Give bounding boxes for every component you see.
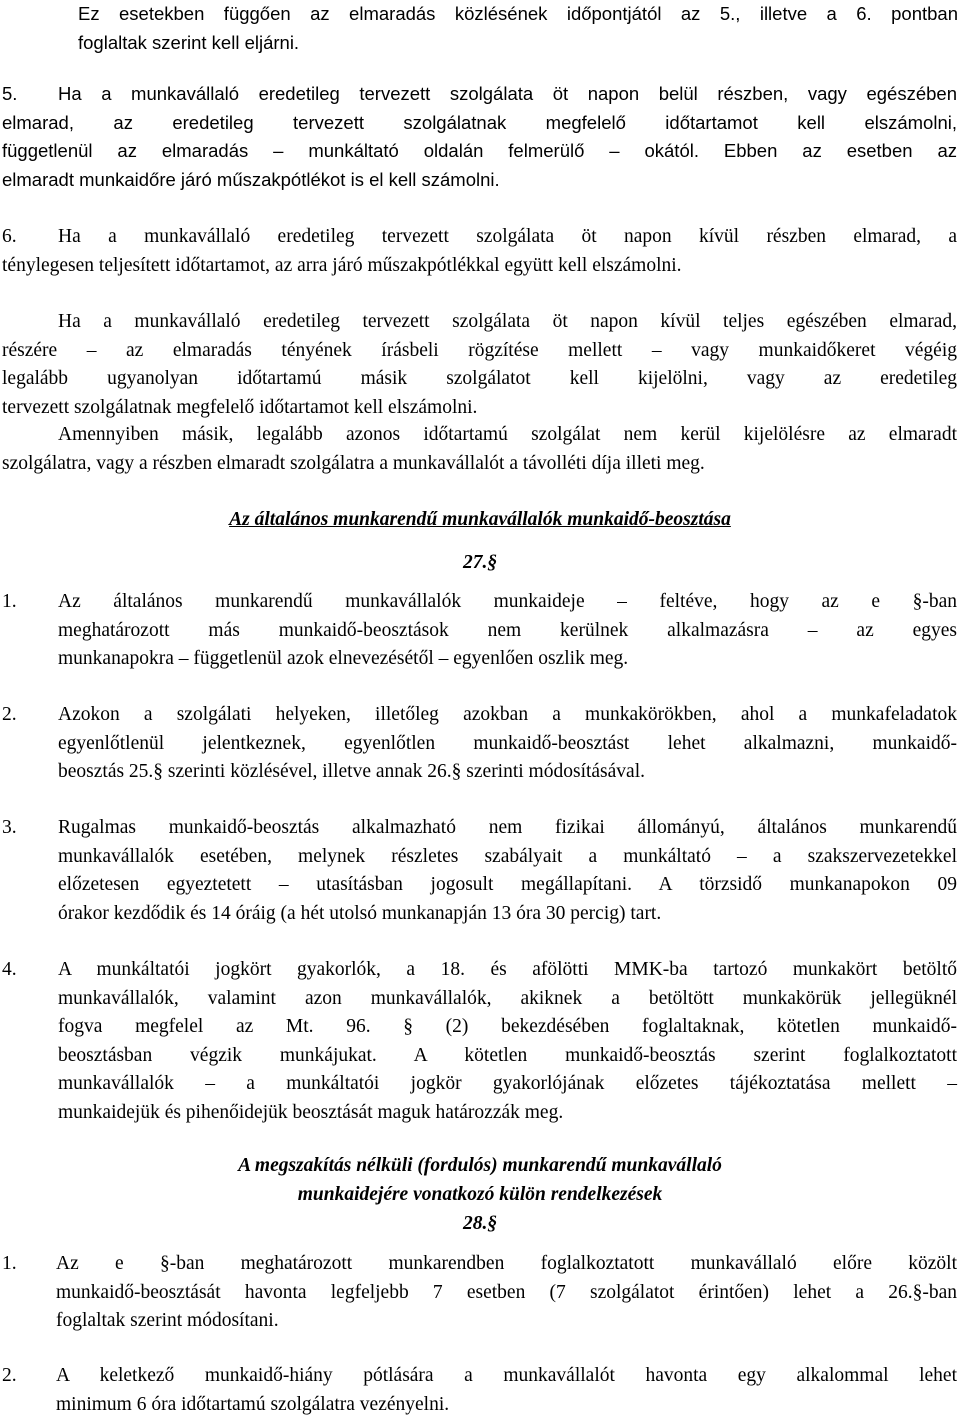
point-6-line: szolgálatra, vagy a részben elmaradt szolgálatra a munkavállalót a távolléti díja illeti meg. [2, 452, 705, 474]
point-6-text [2, 223, 957, 280]
point-6-paragraph-2 [2, 308, 957, 422]
point-6-line: tervezett szolgálatnak megfelelő időtartamot kell elszámolni. [2, 396, 478, 418]
section-27-item-number: 2. [2, 704, 17, 725]
section-27-item-number: 1. [2, 591, 17, 612]
section-27-heading: Az általános munkarendű munkavállalók munkaidő-beosztása [229, 509, 731, 530]
point-6-line: legalább ugyanolyan időtartamú másik szolgálatot kell kijelölni, vagy az eredetileg [2, 368, 957, 389]
section-27-item-line: órakor kezdődik és 14 óráig (a hét utolsó munkanapján 13 óra 30 percig) tart. [58, 902, 662, 924]
point-6-line: részére – az elmaradás tényének írásbeli rögzítése mellett – vagy munkaidőkeret végéig [2, 339, 957, 361]
point-6-line: ténylegesen teljesített időtartamot, az arra járó műszakpótlékkal együtt kell elszámolni. [2, 254, 682, 276]
section-28-item-line: munkaidő-beosztását havonta legfeljebb 7 esetben (7 szolgálatot érintően) lehet a 26.§-ban [56, 1281, 957, 1303]
section-27-item-line: beosztás 25.§ szerinti közlésével, illetve annak 26.§ szerinti módosításával. [58, 761, 645, 782]
section-27-item-line: munkaidejük és pihenőidejük beosztását maguk határozzák meg. [58, 1101, 564, 1123]
section-27-item [58, 588, 957, 674]
section-28-item [56, 1362, 957, 1419]
section-27-item [58, 814, 957, 928]
section-27-item-line: Azokon a szolgálati helyeken, illetőleg azokban a munkakörökben, ahol a munkafeladatok [58, 704, 957, 725]
section-27-item [58, 701, 957, 787]
section-27-item [58, 956, 957, 1127]
point-6-paragraph-3 [2, 421, 957, 478]
section-27-item-line: munkavállalók esetében, melynek részletes szabályait a munkáltató – a szakszervezetekkel [58, 845, 957, 867]
section-27-number: 27.§ [462, 552, 498, 573]
point-6-line: Ha a munkavállaló eredetileg tervezett szolgálata öt napon kívül teljes egészében elmarad, [58, 311, 957, 332]
section-27-item-line: egyenlőtlenül jelentkeznek, egyenlőtlen munkaidő-beosztást lehet alkalmazni, munkaidő- [58, 732, 957, 754]
point-5-number: 5. [2, 83, 18, 104]
section-28-item-number: 2. [2, 1365, 17, 1386]
section-27-item-line: munkavállalók – a munkáltatói jogkör gyakorlójának előzetes tájékoztatása mellett – [58, 1073, 957, 1094]
section-28-item-number: 1. [2, 1253, 17, 1274]
point-5-line: függetlenül az elmaradás – munkáltató oldalán felmerülő – okától. Ebben az esetben az [2, 140, 957, 161]
intro-paragraph [78, 0, 958, 57]
intro-line: Ez esetekben függően az elmaradás közlésének időpontjától az 5., illetve a 6. pontban [78, 3, 958, 24]
section-28-item [56, 1250, 957, 1336]
point-5-line: elmarad, az eredetileg tervezett szolgálatnak megfelelő időtartamot kell elszámolni, [2, 111, 957, 133]
section-28-item-line: minimum 6 óra időtartamú szolgálatra vezényelni. [56, 1393, 450, 1415]
section-28-item-line: foglaltak szerint módosítani. [56, 1310, 279, 1331]
intro-line: foglaltak szerint kell eljárni. [78, 31, 300, 53]
section-28-heading-line-2: munkaidejére vonatkozó külön rendelkezések [297, 1184, 663, 1205]
section-27-item-line: munkavállalók, valamint azon munkavállalók, akiknek a betöltött munkakörük jellegüknél [58, 987, 957, 1009]
point-6-line: Amennyiben másik, legalább azonos időtartamú szolgálat nem kerül kijelölésre az elmaradt [58, 424, 957, 445]
section-27-item-line: meghatározott más munkaidő-beosztások nem kerülnek alkalmazásra – az egyes [58, 619, 957, 641]
point-6-line: Ha a munkavállaló eredetileg tervezett szolgálata öt napon kívül részben elmarad, a [58, 226, 957, 247]
point-5-line: Ha a munkavállaló eredetileg tervezett szolgálata öt napon belül részben, vagy egészében [58, 83, 957, 104]
point-6-number: 6. [2, 226, 17, 247]
section-27-item-line: Rugalmas munkaidő-beosztás alkalmazható nem fizikai állományú, általános munkarendű [58, 817, 957, 838]
section-28-number: 28.§ [462, 1213, 498, 1234]
section-27-item-line: Az általános munkarendű munkavállalók munkaideje – feltéve, hogy az e §-ban [58, 591, 957, 612]
section-27-item-line: beosztásban végzik munkájukat. A kötetlen munkaidő-beosztás szerint foglalkoztatott [58, 1044, 957, 1066]
point-5-line: elmaradt munkaidőre járó műszakpótlékot is el kell számolni. [2, 168, 500, 190]
point-5-text [2, 80, 957, 194]
section-27-item-line: fogva megfelel az Mt. 96. § (2) bekezdésében foglaltaknak, kötetlen munkaidő- [58, 1016, 957, 1037]
section-28-item-line: A keletkező munkaidő-hiány pótlására a munkavállalót havonta egy alkalommal lehet [56, 1365, 957, 1386]
section-27-item-line: A munkáltatói jogkört gyakorlók, a 18. és afölötti MMK-ba tartozó munkakört betöltő [58, 959, 957, 980]
section-27-item-number: 4. [2, 959, 17, 980]
section-28-heading: A megszakítás nélküli (fordulós) munkarendű munkavállaló [238, 1155, 722, 1176]
section-27-item-line: előzetesen egyeztetett – utasításban jogosult megállapítani. A törzsidő munkanapokon 09 [58, 874, 957, 895]
section-27-item-line: munkanapokra – függetlenül azok elnevezésétől – egyenlően oszlik meg. [58, 648, 629, 669]
section-28-item-line: Az e §-ban meghatározott munkarendben foglalkoztatott munkavállaló előre közölt [56, 1253, 957, 1274]
section-27-item-number: 3. [2, 817, 17, 838]
